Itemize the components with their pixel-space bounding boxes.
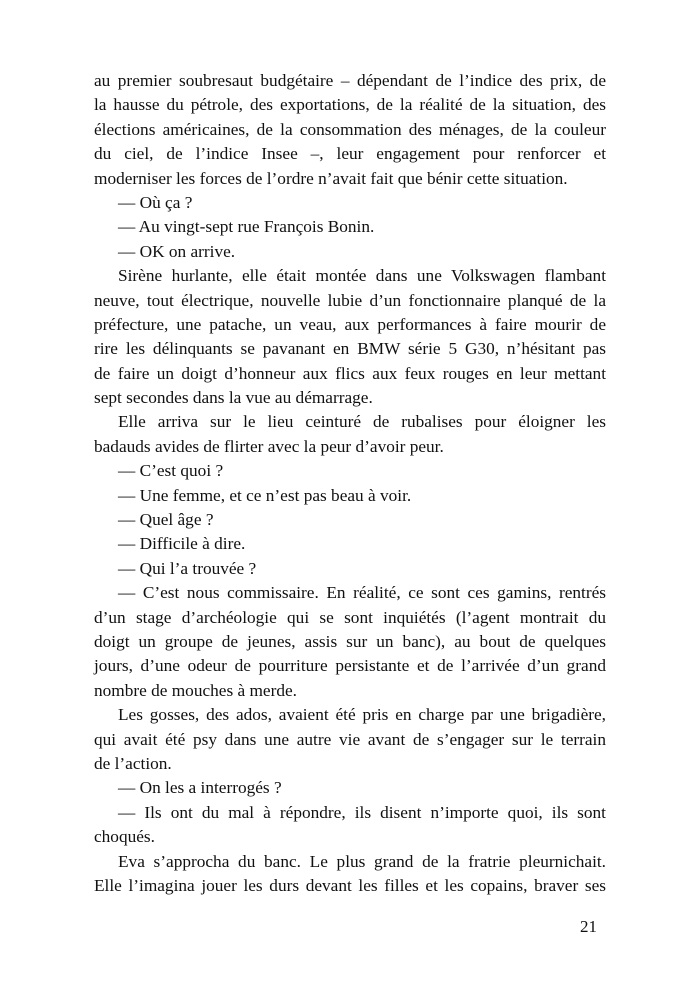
text-line: au premier soubresaut budgétaire – dépendant de l’indice des prix, de (94, 71, 606, 90)
text-line: d’un stage d’archéologie qui se sont inquiétés (l’agent montrait du (94, 607, 606, 627)
text-line: préfecture, une patache, un veau, aux performances à faire mourir de (94, 314, 606, 334)
text-line: Sirène hurlante, elle était montée dans une Volkswagen flambant (118, 266, 606, 286)
text-line: de l’action. (94, 753, 172, 773)
text-line: Les gosses, des ados, avaient été pris en charge par une brigadière, (118, 705, 606, 725)
text-line: badauds avides de flirter avec la peur d’avoir peur. (94, 436, 444, 456)
text-line: — On les a interrogés ? (118, 778, 282, 798)
text-line: jours, d’une odeur de pourriture persistante et de l’arrivée d’un grand (94, 656, 606, 676)
text-line: la hausse du pétrole, des exportations, de la réalité de la situation, des (94, 95, 606, 115)
text-line: moderniser les forces de l’ordre n’avait fait que bénir cette situation. (94, 168, 568, 188)
text-line: Elle arriva sur le lieu ceinturé de rubalises pour éloigner les (118, 412, 606, 432)
text-line: Elle l’imagina jouer les durs devant les filles et les copains, braver ses (94, 875, 606, 895)
text-line: — Ils ont du mal à répondre, ils disent n’importe quoi, ils sont (118, 802, 606, 822)
text-line: — OK on arrive. (118, 241, 236, 261)
text-line: — Qui l’a trouvée ? (118, 558, 257, 578)
text-line: — Quel âge ? (118, 510, 214, 530)
text-line: sept secondes dans la vue au démarrage. (94, 388, 373, 408)
text-line: — Au vingt-sept rue François Bonin. (118, 217, 375, 237)
page-number: 21 (580, 917, 597, 936)
text-line: — C’est quoi ? (118, 461, 224, 481)
text-line: qui avait été psy dans une autre vie avant de s’engager sur le terrain (94, 729, 606, 749)
text-line: Eva s’approcha du banc. Le plus grand de la fratrie pleurnichait. (118, 851, 606, 871)
text-line: neuve, tout électrique, nouvelle lubie d’un fonctionnaire planqué de la (94, 290, 606, 310)
text-line: — Difficile à dire. (118, 534, 246, 554)
text-line: — C’est nous commissaire. En réalité, ce sont ces gamins, rentrés (118, 583, 606, 603)
text-line: nombre de mouches à merde. (94, 680, 297, 700)
text-line: rire les délinquants se pavanant en BMW série 5 G30, n’hésitant pas (94, 339, 606, 359)
text-line: de faire un doigt d’honneur aux flics aux feux rouges en leur mettant (94, 363, 606, 383)
text-line: du ciel, de l’indice Insee –, leur engagement pour renforcer et (94, 144, 606, 164)
text-line: — Où ça ? (118, 192, 193, 212)
text-line: choqués. (94, 827, 155, 847)
text-line: élections américaines, de la consommation des ménages, de la couleur (94, 119, 606, 139)
text-line: — Une femme, et ce n’est pas beau à voir. (118, 485, 412, 505)
text-line: doigt un groupe de jeunes, assis sur un banc), au bout de quelques (94, 631, 606, 651)
page-body (94, 69, 606, 898)
